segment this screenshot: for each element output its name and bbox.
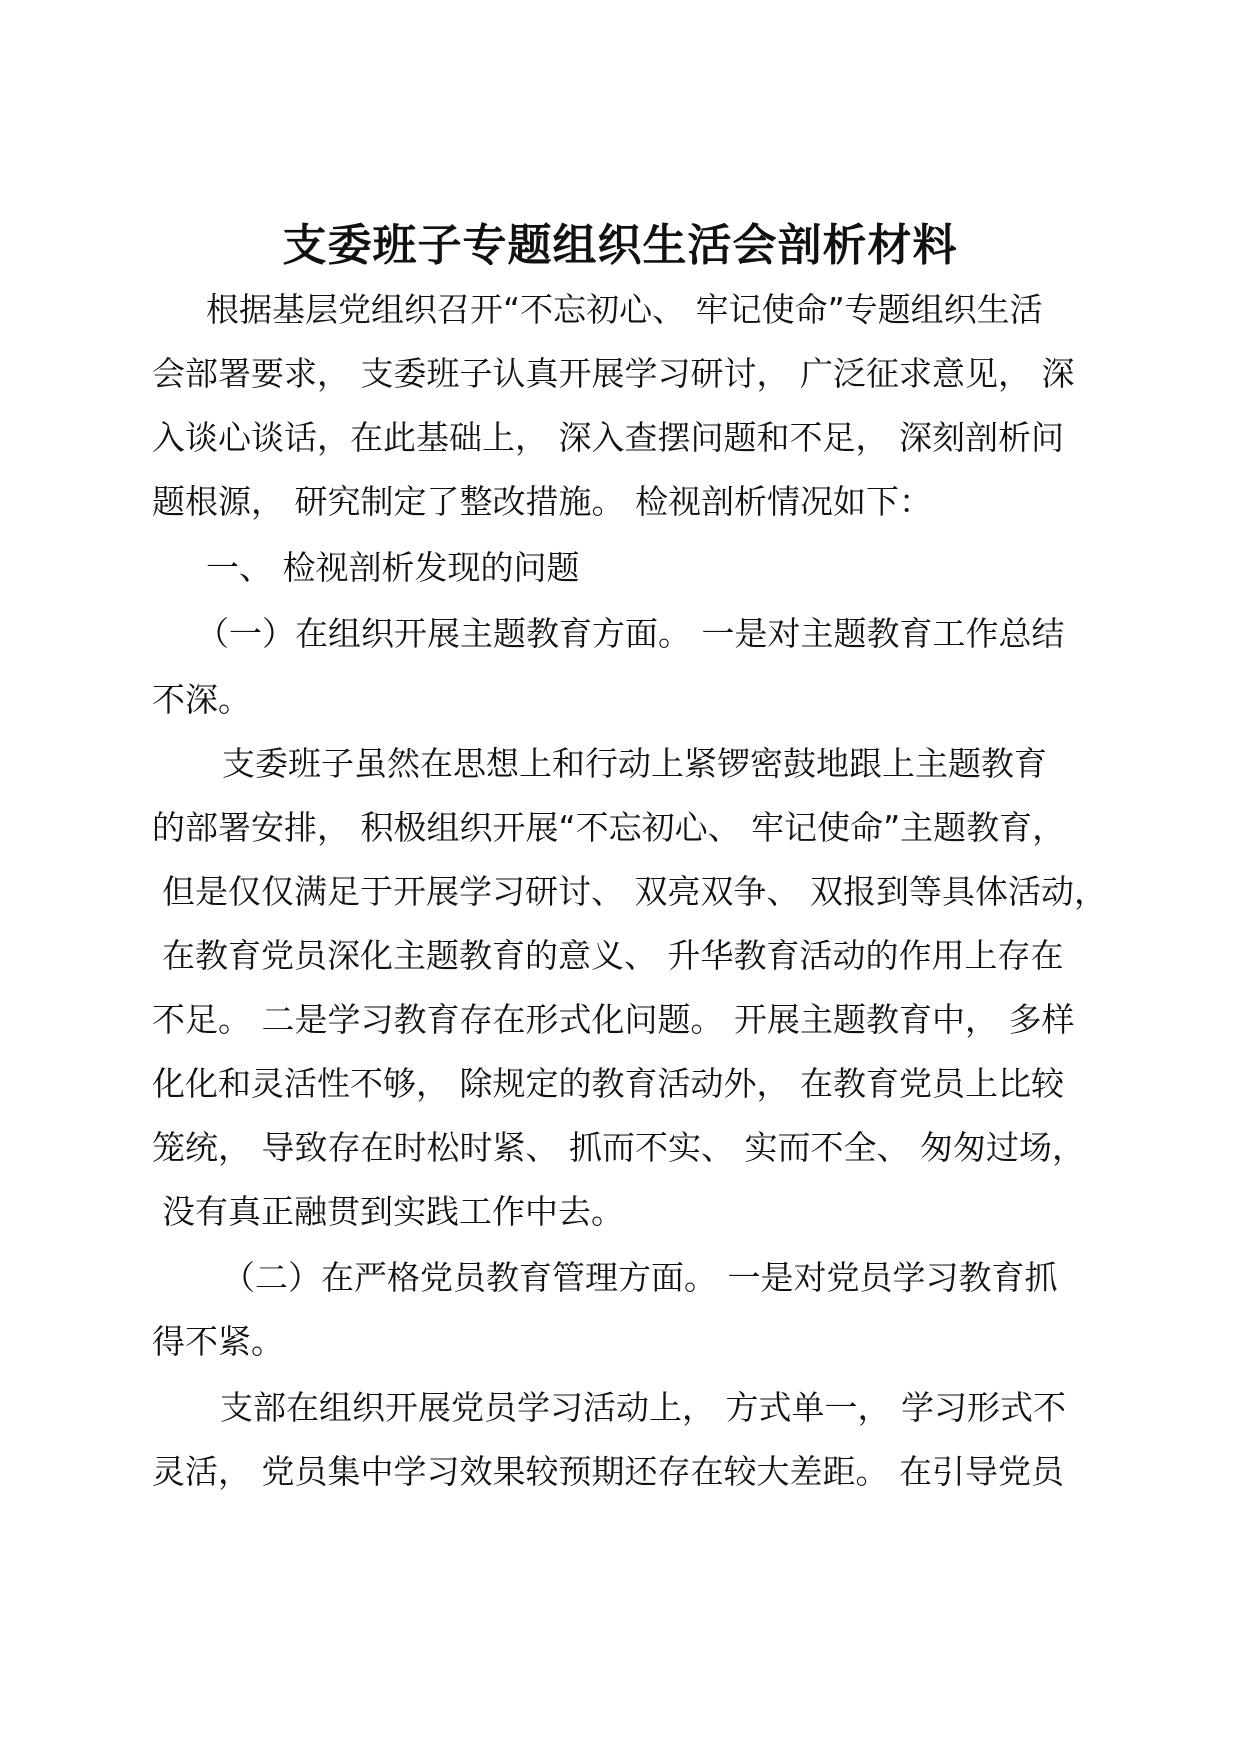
body-text-line: 入谈心谈话，在此基础上， 深入查摆问题和不足， 深刻剖析问	[152, 418, 1064, 457]
body-text-line: 不深。	[152, 680, 251, 719]
body-text-line: 灵活， 党员集中学习效果较预期还存在较大差距。 在引导党员	[152, 1452, 1064, 1491]
body-text-line: 在教育党员深化主题教育的意义、 升华教育活动的作用上存在	[162, 936, 1064, 975]
body-text-line: 得不紧。	[152, 1322, 284, 1361]
body-text-line: （一）在组织开展主题教育方面。 一是对主题教育工作总结	[196, 614, 1065, 653]
body-text-line: 没有真正融贯到实践工作中去。	[162, 1192, 624, 1231]
body-text-line: 一、 检视剖析发现的问题	[206, 548, 580, 587]
body-text-line: 不足。 二是学习教育存在形式化问题。 开展主题教育中， 多样	[152, 1000, 1075, 1039]
body-text-line: 支部在组织开展党员学习活动上， 方式单一， 学习形式不	[220, 1388, 1066, 1427]
body-text-line: 题根源， 研究制定了整改措施。 检视剖析情况如下：	[152, 482, 932, 521]
body-text-line: 笼统， 导致存在时松时紧、 抓而不实、 实而不全、 匆匆过场，	[152, 1128, 1085, 1167]
body-text-line: （二）在严格党员教育管理方面。 一是对党员学习教育抓	[222, 1258, 1058, 1297]
body-text-line: 会部署要求， 支委班子认真开展学习研讨， 广泛征求意见， 深	[152, 354, 1075, 393]
body-text-line: 但是仅仅满足于开展学习研讨、 双亮双争、 双报到等具体活动，	[162, 872, 1107, 911]
body-text-line: 的部署安排， 积极组织开展“不忘初心、 牢记使命”主题教育，	[152, 808, 1066, 847]
page-title: 支委班子专题组织生活会剖析材料	[282, 220, 958, 271]
body-text-line: 根据基层党组织召开“不忘初心、 牢记使命”专题组织生活	[206, 290, 1043, 329]
body-text-line: 支委班子虽然在思想上和行动上紧锣密鼓地跟上主题教育	[222, 744, 1047, 783]
body-text-line: 化化和灵活性不够， 除规定的教育活动外， 在教育党员上比较	[152, 1064, 1064, 1103]
